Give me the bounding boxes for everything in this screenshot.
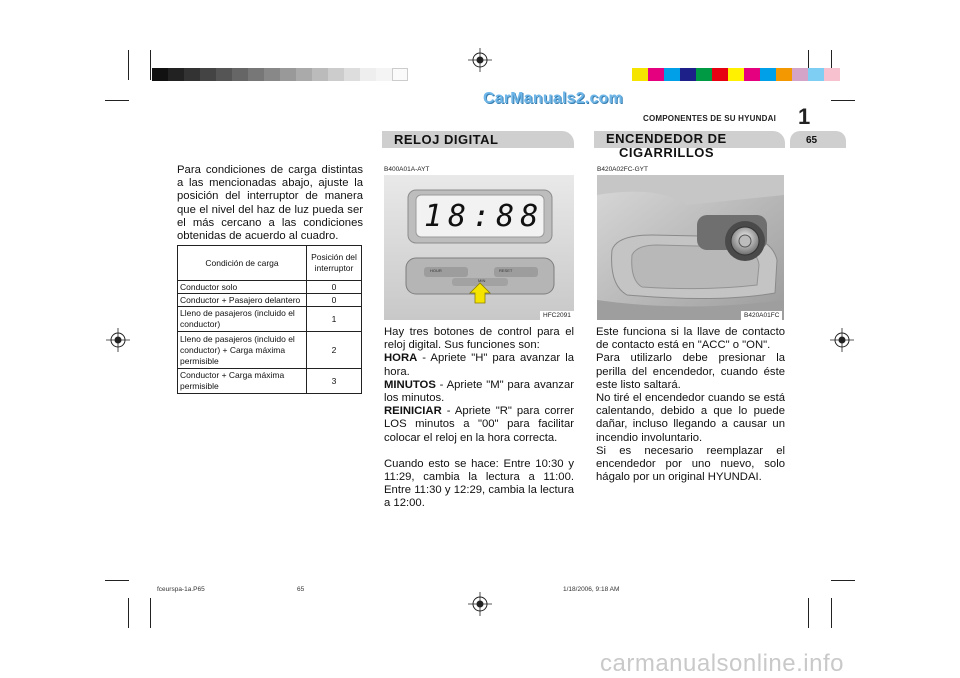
min-label: MINUTOS — [384, 378, 436, 391]
table-cell-position: 0 — [307, 281, 362, 294]
clock-section-title: RELOJ DIGITAL — [394, 132, 499, 147]
clock-hour-paragraph — [384, 352, 574, 378]
reset-button[interactable]: RESET — [499, 268, 513, 273]
chapter-number: 1 — [798, 104, 811, 129]
crop-mark — [150, 598, 151, 628]
hour-label: HORA — [384, 352, 418, 365]
hour-text: - Apriete "H" para avanzar la hora. — [384, 352, 574, 378]
clock-intro: Hay tres botones de control para el reloj digital. Sus funciones son: — [384, 326, 574, 352]
clock-photo-caption: HFC2091 — [540, 311, 574, 320]
clock-min-paragraph — [384, 379, 574, 405]
min-text: - Apriete "M" para avanzar los minutos. — [384, 378, 574, 405]
lighter-paragraph-1: Este funciona si la llave de contacto de contacto está en "ACC" o "ON". — [596, 326, 785, 352]
clock-section-code: B400A01A-AYT — [384, 166, 430, 173]
lighter-title-line2: CIGARRILLOS — [619, 145, 715, 160]
crop-mark — [128, 50, 129, 80]
table-header-condition: Condición de carga — [178, 246, 307, 281]
lighter-title-line1: ENCENDEDOR DE — [606, 131, 727, 146]
color-strip — [632, 68, 840, 81]
crop-mark — [831, 580, 855, 581]
footer-timestamp: 1/18/2006, 9:18 AM — [563, 586, 620, 593]
table-row — [178, 281, 362, 294]
hour-button[interactable]: HOUR — [430, 268, 442, 273]
reset-label: REINICIAR — [384, 405, 442, 418]
headlight-intro: Para condiciones de carga distintas a las mencionadas abajo, ajuste la posición del interruptor de manera que el nivel del haz de luz pueda ser el más cercano a las condiciones obtenidas de acuerdo al cuadro. — [177, 164, 363, 243]
table-cell-condition: Lleno de pasajeros (incluido el conductor) — [178, 307, 307, 332]
table-cell-condition: Conductor solo — [178, 281, 307, 294]
crop-mark — [150, 50, 151, 80]
clock-example: Cuando esto se hace: Entre 10:30 y 11:29, cambia la lectura a 11:00. Entre 11:30 y 12:29, cambia la lectura a 12:00. — [384, 457, 574, 510]
footer-file: fceurspa-1a.P65 — [157, 586, 205, 593]
table-header-position: Posición del interruptor — [307, 246, 362, 281]
lighter-paragraph-2: Para utilizarlo debe presionar la perilla del encendedor, cuando éste este listo saltará. — [596, 352, 785, 391]
lighter-description — [596, 326, 785, 484]
crop-mark — [831, 598, 832, 628]
table-row — [178, 369, 362, 394]
registration-mark-icon — [468, 48, 492, 72]
clock-display: 18:88 — [424, 199, 545, 234]
min-button[interactable]: MIN — [478, 278, 486, 283]
footer-page: 65 — [297, 586, 305, 593]
clock-reset-paragraph — [384, 405, 574, 445]
table-cell-condition: Conductor + Carga máxima permisible — [178, 369, 307, 394]
load-condition-table — [177, 245, 362, 394]
table-cell-position: 1 — [307, 307, 362, 332]
table-cell-position: 3 — [307, 369, 362, 394]
page-number: 65 — [806, 135, 818, 146]
reset-text: - Apriete "R" para correr LOS minutos a "00" para facilitar colocar el reloj en la hora correcta. — [384, 405, 574, 444]
crop-mark — [105, 100, 129, 101]
table-cell-position: 2 — [307, 332, 362, 369]
table-row — [178, 294, 362, 307]
lighter-section-title — [606, 132, 727, 160]
crop-mark — [128, 598, 129, 628]
watermark: CarManuals2.com — [483, 90, 623, 107]
bottom-watermark: carmanualsonline.info — [600, 650, 844, 677]
chapter-title: COMPONENTES DE SU HYUNDAI — [643, 114, 777, 123]
crop-mark — [831, 100, 855, 101]
lighter-section-code: B420A02FC-GYT — [597, 166, 648, 173]
table-cell-condition: Lleno de pasajeros (incluido el conductor) + Carga máxima permisible — [178, 332, 307, 369]
table-header-row — [178, 246, 362, 281]
registration-mark-icon — [468, 592, 492, 616]
lighter-paragraph-3: No tiré el encendedor cuando se está calentando, debido a que lo puede dañar, incluso llegando a causar un incendio involuntario. — [596, 392, 785, 444]
crop-mark — [105, 580, 129, 581]
table-cell-condition: Conductor + Pasajero delantero — [178, 294, 307, 307]
table-row — [178, 332, 362, 369]
digital-clock-illustration — [384, 175, 574, 320]
cigarette-lighter-photo — [597, 175, 784, 320]
cigarette-lighter-illustration — [597, 175, 784, 320]
clock-description — [384, 326, 574, 511]
table-cell-position: 0 — [307, 294, 362, 307]
lighter-photo-caption: B420A01FC — [741, 311, 782, 320]
registration-mark-icon — [830, 328, 854, 352]
digital-clock-photo — [384, 175, 574, 320]
registration-mark-icon — [106, 328, 130, 352]
table-row — [178, 307, 362, 332]
page-number-band — [790, 131, 846, 148]
crop-mark — [808, 598, 809, 628]
grayscale-strip — [152, 68, 408, 81]
lighter-paragraph-4: Si es necesario reemplazar el encendedor por uno nuevo, solo hágalo por un original HYUNDAI. — [596, 444, 785, 484]
